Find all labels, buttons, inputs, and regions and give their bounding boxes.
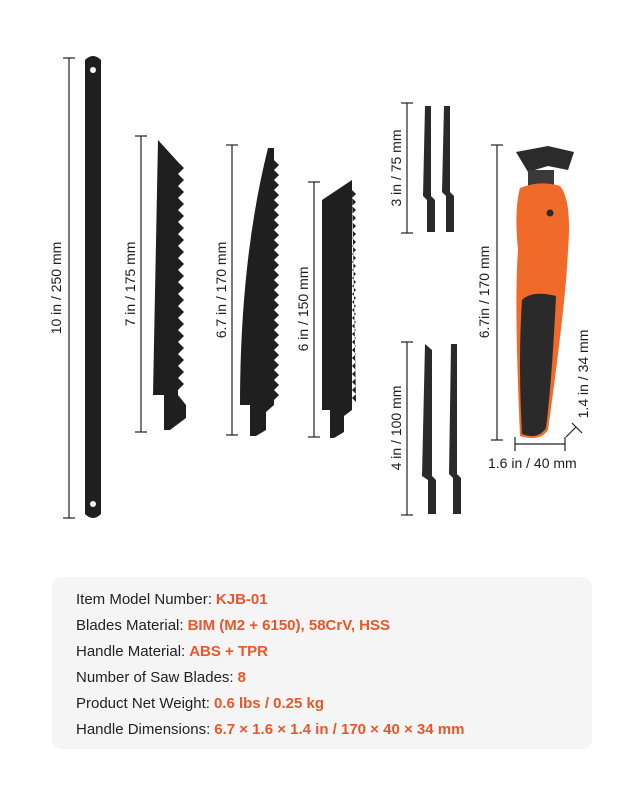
jigsaw-blade-t101b (449, 344, 461, 514)
recip-blade-7in (153, 140, 186, 430)
jigsaw-long-length-label: 4 in / 100 mm (388, 385, 404, 471)
spec-label: Number of Saw Blades: (76, 669, 234, 686)
blade-holder-handle (516, 146, 574, 438)
spec-label: Blades Material: (76, 617, 184, 634)
spec-value: KJB-01 (215, 591, 268, 608)
spec-label: Handle Dimensions: (76, 721, 211, 738)
jigsaw-blade-t118b (423, 106, 435, 232)
spec-row-blade-material (76, 617, 390, 634)
blade-6-7in-length-label: 6.7 in / 170 mm (213, 241, 229, 339)
blade-7in-length-label: 7 in / 175 mm (122, 241, 138, 327)
jigsaw-blade-t118g (442, 106, 454, 232)
handle-length-label: 6.7in / 170 mm (476, 245, 492, 339)
spec-value: BIM (M2 + 6150), 58CrV, HSS (187, 617, 391, 634)
spec-row-handle-material (76, 643, 268, 660)
spec-label: Item Model Number: (76, 591, 212, 608)
spec-row-blade-count (76, 669, 246, 686)
recip-blade-6in (322, 180, 356, 438)
recip-blade-6-7in (240, 148, 279, 436)
spec-row-weight (76, 695, 324, 712)
spec-label: Handle Material: (76, 643, 186, 660)
jigsaw-blade-t144d (422, 344, 436, 514)
hacksaw-blade (85, 56, 101, 518)
spec-label: Product Net Weight: (76, 695, 210, 712)
spec-value: 6.7 × 1.6 × 1.4 in / 170 × 40 × 34 mm (214, 721, 465, 738)
spec-row-model (76, 591, 268, 608)
handle-depth-label: 1.4 in / 34 mm (575, 329, 591, 419)
hacksaw-length-label: 10 in / 250 mm (48, 241, 64, 335)
specifications-panel (52, 577, 592, 749)
spec-row-handle-dimensions (76, 721, 464, 738)
blade-6in-length-label: 6 in / 150 mm (295, 266, 311, 352)
spec-value: 8 (237, 669, 246, 686)
handle-width-label: 1.6 in / 40 mm (488, 455, 577, 471)
spec-value: 0.6 lbs / 0.25 kg (213, 695, 325, 712)
jigsaw-short-length-label: 3 in / 75 mm (388, 129, 404, 207)
spec-value: ABS + TPR (189, 643, 268, 660)
